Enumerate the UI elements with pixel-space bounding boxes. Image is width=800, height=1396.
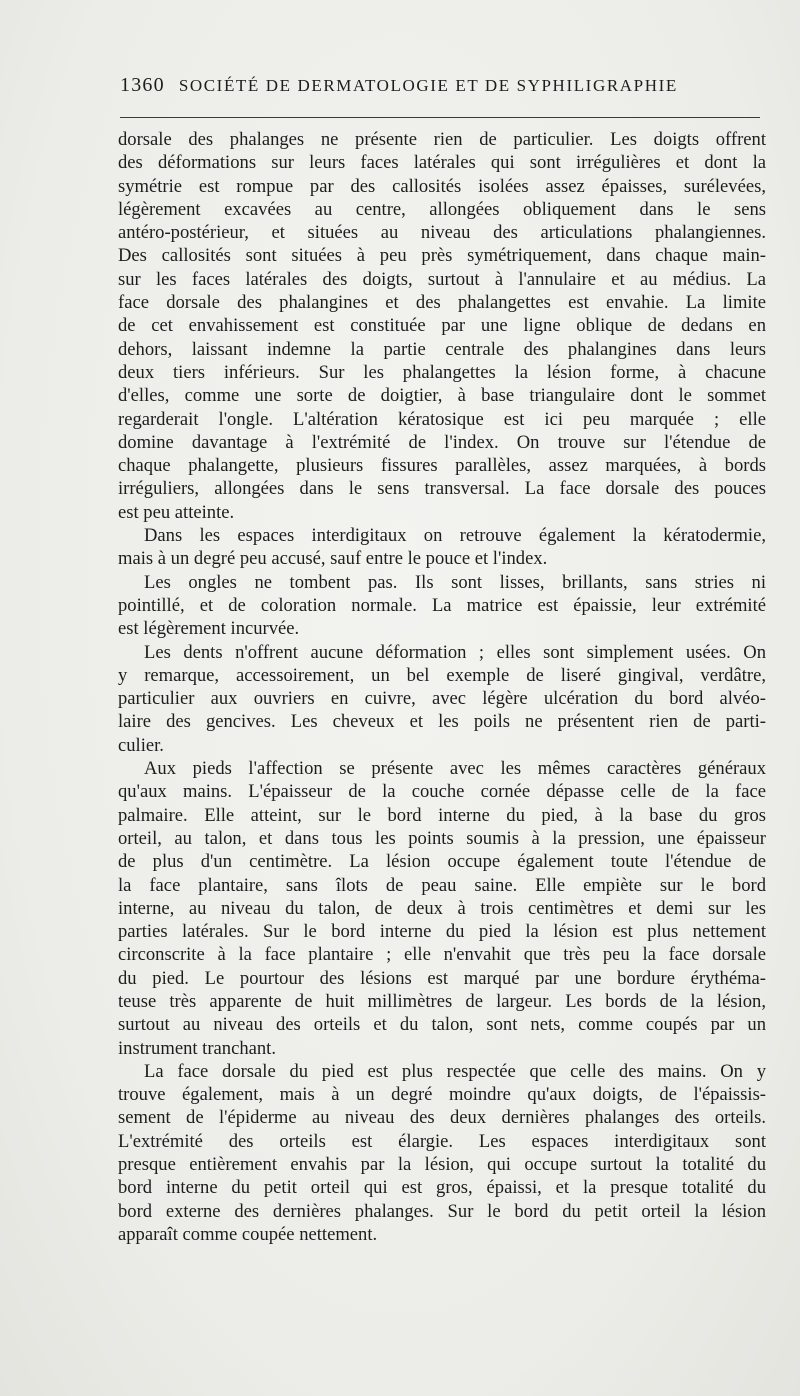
text-line: presque entièrement envahis par la lésion, qui occupe surtout la totalité du — [118, 1154, 766, 1176]
text-line: palmaire. Elle atteint, sur le bord interne du pied, à la base du gros — [118, 804, 766, 826]
text-line: domine davantage à l'extrémité de l'index. On trouve sur l'étendue de — [118, 431, 766, 453]
text-line: y remarque, accessoirement, un bel exemple de liseré gingival, verdâtre, — [118, 664, 766, 686]
text-line: la face plantaire, sans îlots de peau saine. Elle empiète sur le bord — [118, 874, 766, 896]
text-line: particulier aux ouvriers en cuivre, avec légère ulcération du bord alvéo- — [118, 688, 766, 710]
text-line: mais à un degré peu accusé, sauf entre le pouce et l'index. — [118, 548, 548, 570]
text-line: qu'aux mains. L'épaisseur de la couche cornée dépasse celle de la face — [118, 781, 766, 803]
text-line: chaque phalangette, plusieurs fissures parallèles, assez marquées, à bords — [118, 455, 766, 477]
text-line: regarderait l'ongle. L'altération kératosique est ici peu marquée ; elle — [118, 408, 766, 430]
text-line: interne, au niveau du talon, de deux à trois centimètres et demi sur les — [118, 897, 766, 919]
text-line: bord externe des dernières phalanges. Sur le bord du petit orteil la lésion — [118, 1200, 766, 1222]
text-line: légèrement excavées au centre, allongées obliquement dans le sens — [118, 198, 766, 220]
text-line: du pied. Le pourtour des lésions est marqué par une bordure érythéma- — [118, 967, 766, 989]
text-line: irréguliers, allongées dans le sens transversal. La face dorsale des pouces — [118, 478, 766, 500]
text-line: sement de l'épiderme au niveau des deux dernières phalanges des orteils. — [118, 1107, 766, 1129]
text-line: orteil, au talon, et dans tous les points soumis à la pression, une épaisseur — [118, 827, 766, 849]
text-line: deux tiers inférieurs. Sur les phalangettes la lésion forme, à chacune — [118, 361, 766, 383]
text-line: laire des gencives. Les cheveux et les poils ne présentent rien de parti- — [118, 711, 766, 733]
running-title: SOCIÉTÉ DE DERMATOLOGIE ET DE SYPHILIGRAPHIE — [178, 76, 678, 95]
text-line: symétrie est rompue par des callosités isolées assez épaisses, surélevées, — [118, 175, 766, 197]
text-line: Dans les espaces interdigitaux on retrouve également la kératodermie, — [144, 525, 766, 547]
text-line: trouve également, mais à un degré moindre qu'aux doigts, de l'épaissis- — [118, 1084, 766, 1106]
text-line: dorsale des phalanges ne présente rien de particulier. Les doigts offrent — [118, 129, 766, 150]
text-line: Les dents n'offrent aucune déformation ; elles sont simplement usées. On — [144, 641, 766, 663]
body-text — [118, 128, 766, 1246]
text-line: est peu atteinte. — [118, 501, 235, 523]
text-line: antéro-postérieur, et situées au niveau des articulations phalangiennes. — [118, 222, 766, 244]
text-line: La face dorsale du pied est plus respectée que celle des mains. On y — [144, 1060, 766, 1082]
text-line: des déformations sur leurs faces latérales qui sont irrégulières et dont la — [118, 152, 766, 174]
text-line: sur les faces latérales des doigts, surtout à l'annulaire et au médius. La — [118, 268, 766, 290]
text-line: culier. — [118, 734, 164, 756]
text-line: instrument tranchant. — [118, 1037, 277, 1059]
page-number: 1360 — [120, 74, 165, 96]
text-line: Des callosités sont situées à peu près symétriquement, dans chaque main- — [118, 245, 766, 267]
text-line: de plus d'un centimètre. La lésion occupe également toute l'étendue de — [118, 851, 766, 873]
text-line: pointillé, et de coloration normale. La matrice est épaissie, leur extrémité — [118, 594, 766, 616]
text-line: bord interne du petit orteil qui est gros, épaissi, et la presque totalité du — [118, 1177, 766, 1199]
text-line: apparaît comme coupée nettement. — [118, 1223, 378, 1245]
text-line: face dorsale des phalangines et des phalangettes est envahie. La limite — [118, 292, 766, 314]
text-line: teuse très apparente de huit millimètres de largeur. Les bords de la lésion, — [118, 990, 766, 1012]
text-line: parties latérales. Sur le bord interne du pied la lésion est plus nettement — [118, 921, 766, 943]
text-line: Aux pieds l'affection se présente avec les mêmes caractères généraux — [144, 758, 766, 780]
text-line: circonscrite à la face plantaire ; elle n'envahit que très peu la face dorsale — [118, 944, 766, 966]
text-line: d'elles, comme une sorte de doigtier, à base triangulaire dont le sommet — [118, 385, 766, 407]
header-rule — [120, 117, 760, 118]
text-line: de cet envahissement est constituée par une ligne oblique de dedans en — [118, 315, 766, 337]
text-line: est légèrement incurvée. — [118, 618, 300, 640]
running-header — [120, 74, 710, 97]
text-line: dehors, laissant indemne la partie centrale des phalangines dans leurs — [118, 338, 766, 360]
text-line: surtout au niveau des orteils et du talon, sont nets, comme coupés par un — [118, 1014, 766, 1036]
text-line: L'extrémité des orteils est élargie. Les espaces interdigitaux sont — [118, 1130, 766, 1152]
text-line: Les ongles ne tombent pas. Ils sont lisses, brillants, sans stries ni — [144, 571, 766, 593]
